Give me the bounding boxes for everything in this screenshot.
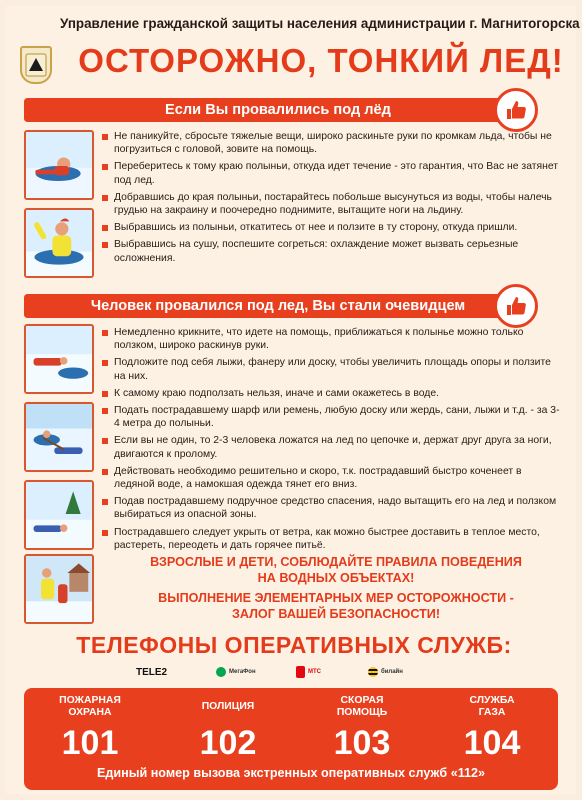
city-emblem-icon [20,46,52,84]
thumbs-up-icon [494,284,538,328]
illustration-climbing-out [24,208,94,278]
mts-logo [296,663,321,681]
service-name: ПОЛИЦИЯ [201,701,255,712]
warning-line: ВЫПОЛНЕНИЕ ЭЛЕМЕНТАРНЫХ МЕР ОСТОРОЖНОСТИ - [158,591,514,605]
list-item: Добравшись до края полыньи, постарайтесь побольше высунуться из воды, чтобы налечь грудью на закраину и поочередно поднимите, вытащите ноги на льдину. [102,191,564,217]
list-item: Если вы не один, то 2-3 человека ложатся на лед по цепочке и, держат друг друга за ноги, двигаются к пролому. [102,434,564,460]
list-item: Выбравшись на сушу, поспешите согреться: охлаждение может вызвать серьезные осложнения. [102,238,564,264]
megafon-logo [216,663,256,681]
mts-icon [296,666,305,678]
illustration-ice-hole [24,130,94,200]
section2-list [102,326,564,556]
service-number[interactable]: 102 [199,724,257,762]
service-number[interactable]: 103 [333,724,391,762]
emergency-services-panel [24,688,558,790]
illustration-carrying-victim [24,554,94,624]
tele2-logo [136,663,167,681]
logo-text: билайн [381,669,403,675]
warning-line: ЗАЛОГ ВАШЕЙ БЕЗОПАСНОСТИ! [231,607,441,621]
service-fire [30,694,150,762]
megafon-icon [216,667,226,677]
service-name: СКОРАЯ ПОМОЩЬ [336,695,388,718]
list-item: Немедленно крикните, что идете на помощь, приближаться к полынье можно только ползком, широко раскинув руки. [102,326,564,352]
logo-text: МТС [308,669,321,675]
operator-logos [6,663,576,683]
list-item: Переберитесь к тому краю полыньи, откуда идет течение - это гарантия, что Вас не затянет под лед. [102,160,564,186]
illustration-chain-rescue [24,480,94,550]
beeline-icon [368,667,378,677]
warning-safety [106,590,566,622]
section-witness-header [24,294,532,318]
service-gas [432,694,552,762]
warning-line: ВЗРОСЛЫЕ И ДЕТИ, СОБЛЮДАЙТЕ ПРАВИЛА ПОВЕДЕНИЯ [150,555,522,569]
service-name: СЛУЖБА ГАЗА [469,695,515,718]
list-item: Действовать необходимо решительно и скоро, т.к. пострадавший быстро коченеет в ледяной воде, а намокшая одежда тянет его вниз. [102,465,564,491]
poster [6,6,580,794]
list-item: Подложите под себя лыжи, фанеру или доску, чтобы увеличить площадь опоры и ползите на них. [102,356,564,382]
list-item: Подать пострадавшему шарф или ремень, любую доску или жердь, сани, лыжи и т.д. - за 3-4 метра до полыньи. [102,404,564,430]
warning-rules [106,554,566,586]
thumbs-up-icon [494,88,538,132]
list-item: Пострадавшего следует укрыть от ветра, как можно быстрее доставить в теплое место, растереть, переодеть и дать горячее питьё. [102,526,564,552]
warning-line: НА ВОДНЫХ ОБЪЕКТАХ! [257,571,415,585]
service-police [168,694,288,762]
illustration-pass-object [24,402,94,472]
service-number[interactable]: 104 [463,724,521,762]
beeline-logo [368,663,403,681]
page-title: ОСТОРОЖНО, ТОНКИЙ ЛЕД! [78,42,564,79]
section-title: Если Вы провалились под лёд [165,102,391,118]
service-name: ПОЖАРНАЯ ОХРАНА [59,695,121,718]
list-item: Выбравшись из полыньи, откатитесь от нее и ползите в ту сторону, откуда пришли. [102,221,564,234]
emergency-number-note: Единый номер вызова экстренных оперативных служб «112» [96,766,486,780]
list-item: Не паникуйте, сбросьте тяжелые вещи, широко раскиньте руки по кромкам льда, чтобы не погрузиться с головой, зовите на помощь. [102,130,564,156]
logo-text: МегаФон [229,669,256,675]
service-ambulance [302,694,422,762]
phones-title: ТЕЛЕФОНЫ ОПЕРАТИВНЫХ СЛУЖБ: [76,632,512,658]
section-title: Человек провалился под лед, Вы стали очевидцем [90,298,466,314]
logo-text: TELE2 [136,666,168,678]
organization-name: Управление гражданской защиты населения администрации г. Магнитогорска [60,16,580,31]
list-item: К самому краю подползать нельзя, иначе и сами окажетесь в воде. [102,387,564,400]
section1-list [102,130,564,269]
list-item: Подав пострадавшему подручное средство спасения, надо вытащить его на лед и ползком выбираться из опасной зоны. [102,495,564,521]
service-number[interactable]: 101 [61,724,119,762]
illustration-crawling-rescue [24,324,94,394]
section-fell-through-header [24,98,532,122]
